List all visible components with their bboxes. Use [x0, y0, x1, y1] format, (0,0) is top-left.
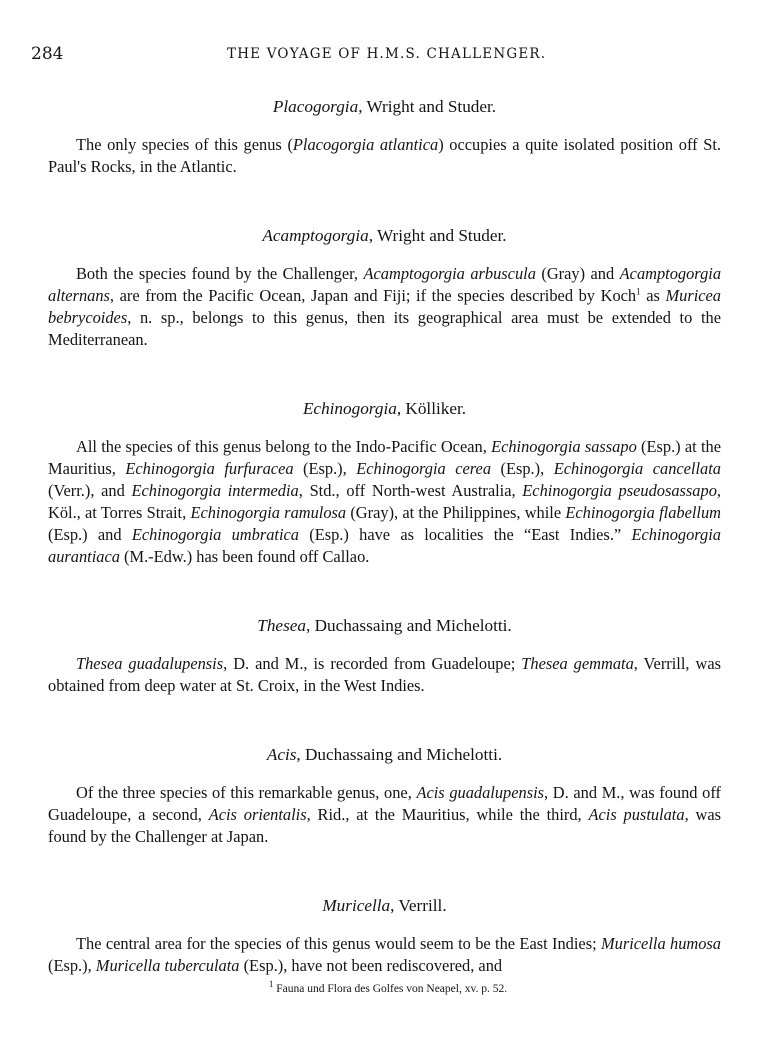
- section-paragraph: [48, 263, 721, 351]
- text-run: (Verr.), and: [48, 481, 132, 500]
- section-muricella: [48, 895, 721, 977]
- genus-name: Acamptogorgia: [262, 226, 369, 245]
- section-acis: [48, 744, 721, 848]
- genus-authority: , Wright and Studer.: [368, 226, 507, 245]
- genus-name: Muricella: [322, 896, 391, 915]
- section-paragraph: [48, 436, 721, 568]
- text-run: (Esp.), have not been rediscovered, and: [239, 956, 503, 975]
- section-heading: [48, 615, 721, 637]
- text-run: The only species of this genus (: [76, 135, 293, 154]
- species-name: Echinogorgia umbratica: [131, 525, 299, 544]
- text-run: (Esp.),: [293, 459, 357, 478]
- section-heading: [48, 96, 721, 118]
- genus-name: Acis: [266, 745, 297, 764]
- footnote-text: Fauna und Flora des Golfes von Neapel, xv. p. 52.: [273, 983, 508, 995]
- species-name: Echinogorgia sassapo: [491, 437, 637, 456]
- text-run: (Esp.),: [491, 459, 554, 478]
- genus-authority: , Duchassaing and Michelotti.: [296, 745, 503, 764]
- text-run: (Gray) and: [535, 264, 620, 283]
- species-name: Acamptogorgia alternans: [48, 264, 722, 305]
- species-name: Echinogorgia flabellum: [565, 503, 722, 522]
- species-name: Acis pustulata: [588, 805, 685, 824]
- text-run: (Gray), at the Philippines, while: [346, 503, 566, 522]
- text-run: (Esp.) have as localities the “East Indies.”: [299, 525, 632, 544]
- species-name: Echinogorgia aurantiaca: [48, 525, 722, 566]
- species-name: Echinogorgia cancellata: [553, 459, 721, 478]
- species-name: Echinogorgia furfuracea: [125, 459, 294, 478]
- section-heading: [48, 398, 721, 420]
- section-acamptogorgia: [48, 225, 721, 351]
- genus-name: Thesea: [257, 616, 306, 635]
- text-run: , Std., off North-west Australia,: [298, 481, 523, 500]
- text-run: (M.-Edw.) has been found off Callao.: [119, 547, 370, 566]
- text-run: Of the three species of this remarkable genus, one,: [76, 783, 417, 802]
- section-heading: [48, 225, 721, 247]
- text-run: The central area for the species of this genus would seem to be the East Indies;: [76, 934, 601, 953]
- genus-name: Placogorgia: [272, 97, 359, 116]
- section-paragraph: [48, 134, 721, 178]
- species-name: Muricella tuberculata: [95, 956, 240, 975]
- text-run: Both the species found by the Challenger,: [76, 264, 364, 283]
- text-run: , are from the Pacific Ocean, Japan and Fiji; if the species described by Koch: [109, 286, 637, 305]
- text-run: (Esp.),: [48, 956, 96, 975]
- species-name: Acis guadalupensis: [416, 783, 545, 802]
- text-run: , n. sp., belongs to this genus, then its geographical area must be extended to the Mediterranean.: [48, 308, 721, 349]
- page-number: 284: [31, 44, 64, 64]
- text-run: All the species of this genus belong to the Indo-Pacific Ocean,: [76, 437, 492, 456]
- text-run: , Köl., at Torres Strait,: [48, 481, 721, 522]
- text-run: ) occupies a quite isolated position off St. Paul's Rocks, in the Atlantic.: [48, 135, 721, 176]
- text-run: (Esp.) at the Mauritius,: [48, 437, 722, 478]
- genus-authority: , Duchassaing and Michelotti.: [305, 616, 512, 635]
- species-name: Thesea gemmata: [521, 654, 634, 673]
- text-run: , was found by the Challenger at Japan.: [48, 805, 721, 846]
- species-name: Acis orientalis: [208, 805, 307, 824]
- footnote: [0, 979, 776, 995]
- species-name: Echinogorgia cerea: [356, 459, 492, 478]
- text-run: (Esp.) and: [48, 525, 132, 544]
- section-heading: [48, 895, 721, 917]
- species-name: Echinogorgia pseudosassapo: [522, 481, 717, 500]
- footnote-reference: 1: [636, 286, 641, 297]
- genus-authority: , Verrill.: [390, 896, 447, 915]
- footnote-marker: 1: [268, 979, 274, 990]
- section-placogorgia: [48, 96, 721, 178]
- text-run: , D. and M., is recorded from Guadeloupe;: [223, 654, 522, 673]
- species-name: Thesea guadalupensis: [76, 654, 224, 673]
- running-title: THE VOYAGE OF H.M.S. CHALLENGER.: [227, 46, 547, 62]
- genus-authority: , Kölliker.: [396, 399, 467, 418]
- body-text: [48, 96, 721, 977]
- genus-authority: , Wright and Studer.: [358, 97, 497, 116]
- genus-name: Echinogorgia: [302, 399, 397, 418]
- section-paragraph: [48, 653, 721, 697]
- section-echinogorgia: [48, 398, 721, 568]
- text-run: , Verrill, was obtained from deep water at St. Croix, in the West Indies.: [48, 654, 721, 695]
- species-name: Acamptogorgia arbuscula: [363, 264, 536, 283]
- text-run: , D. and M., was found off Guadeloupe, a second,: [48, 783, 721, 824]
- section-thesea: [48, 615, 721, 697]
- text-run: , Rid., at the Mauritius, while the third,: [306, 805, 589, 824]
- species-name: Placogorgia atlantica: [292, 135, 439, 154]
- species-name: Echinogorgia intermedia: [131, 481, 299, 500]
- page-header: [31, 44, 745, 68]
- section-heading: [48, 744, 721, 766]
- species-name: Muricea bebrycoides: [48, 286, 721, 327]
- species-name: Muricella humosa: [601, 934, 721, 953]
- species-name: Echinogorgia ramulosa: [190, 503, 347, 522]
- section-paragraph: [48, 933, 721, 977]
- section-paragraph: [48, 782, 721, 848]
- text-run: as: [640, 286, 666, 305]
